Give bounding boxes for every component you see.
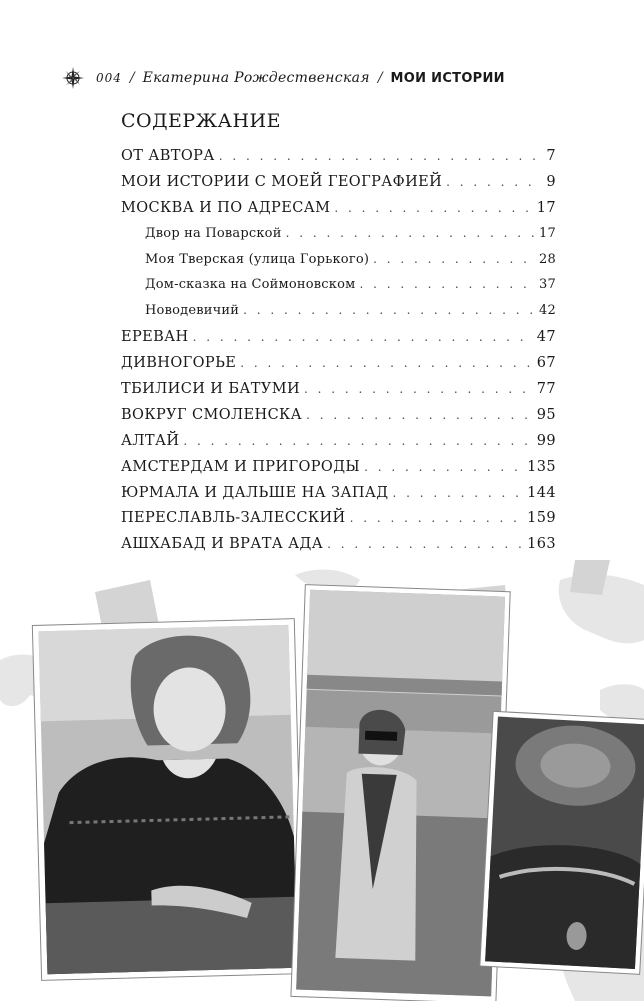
toc-entry	[121, 510, 556, 536]
toc-entry-page: 42	[539, 303, 556, 319]
toc-entry-title: ТБИЛИСИ И БАТУМИ	[121, 381, 300, 398]
toc-leader-dots	[364, 460, 523, 474]
toc-leader-dots	[193, 330, 533, 344]
toc-entry-title: ПЕРЕСЛАВЛЬ-ЗАЛЕССКИЙ	[121, 510, 346, 527]
toc-leader-dots	[334, 201, 532, 215]
toc-entry-page: 159	[527, 510, 556, 527]
compass-rose-icon	[62, 67, 84, 89]
toc-entry-page: 17	[539, 225, 556, 241]
toc-entry-title: ОТ АВТОРА	[121, 148, 215, 164]
photo-author-signing	[32, 619, 303, 981]
toc-entry-page: 67	[536, 355, 556, 372]
toc-leader-dots	[446, 175, 542, 189]
toc-leader-dots	[240, 356, 533, 370]
running-header	[62, 66, 582, 90]
toc-entry-title: ЕРЕВАН	[121, 329, 189, 346]
toc-leader-dots	[183, 434, 532, 448]
toc-entry	[121, 459, 556, 485]
toc-entry-page: 28	[539, 251, 556, 267]
book-title: МОИ ИСТОРИИ	[390, 70, 505, 86]
toc-entry-page: 77	[536, 381, 556, 398]
toc-leader-dots	[350, 511, 524, 525]
toc-entry-title: ВОКРУГ СМОЛЕНСКА	[121, 406, 303, 423]
photo-author-balcony	[291, 585, 510, 1001]
header-separator: /	[377, 70, 383, 86]
toc-entry-title: Новодевичий	[145, 303, 240, 319]
header-separator: /	[129, 70, 135, 86]
toc-entry-title: АМСТЕРДАМ И ПРИГОРОДЫ	[121, 458, 361, 475]
toc-entry-page: 135	[527, 458, 556, 475]
toc-leader-dots	[392, 486, 523, 500]
toc-entry	[121, 148, 556, 174]
toc-leader-dots	[327, 537, 523, 551]
toc-entry-page: 9	[546, 173, 556, 190]
toc-leader-dots	[219, 149, 543, 163]
toc-entry-page: 163	[527, 536, 556, 553]
toc-entry-title: Двор на Поварской	[145, 225, 282, 241]
toc-entry	[121, 407, 556, 433]
toc-entry-title: ДИВНОГОРЬЕ	[121, 355, 237, 372]
toc-entry	[121, 174, 556, 200]
toc-leader-dots	[373, 252, 535, 266]
toc-entry	[121, 200, 556, 226]
toc-leader-dots	[304, 382, 533, 396]
toc-entry	[121, 303, 556, 329]
toc-entry-page: 17	[536, 199, 556, 216]
toc-leader-dots	[243, 303, 535, 317]
toc-entry-title: АЛТАЙ	[121, 432, 180, 449]
toc-entry	[121, 355, 556, 381]
toc-entry-title: АШХАБАД И ВРАТА АДА	[121, 536, 324, 553]
toc-entry-title: ЮРМАЛА И ДАЛЬШЕ НА ЗАПАД	[121, 484, 389, 501]
toc-entry	[121, 381, 556, 407]
toc-entry-page: 37	[539, 277, 556, 293]
toc-entry-page: 95	[536, 406, 556, 423]
toc-leader-dots	[359, 277, 535, 291]
toc-entry-page: 99	[536, 432, 556, 449]
toc-entry	[121, 252, 556, 278]
photo-collage	[0, 560, 644, 1001]
author-name: Екатерина Рождественская	[142, 70, 370, 86]
toc-entry-page: 47	[536, 329, 556, 346]
toc-title: СОДЕРЖАНИЕ	[121, 110, 281, 132]
toc-entry-title: МОИ ИСТОРИИ С МОЕЙ ГЕОГРАФИЕЙ	[121, 173, 443, 190]
toc-leader-dots	[306, 408, 533, 422]
toc-entry-page: 7	[546, 148, 556, 164]
toc-entry	[121, 277, 556, 303]
toc-entry-title: МОСКВА И ПО АДРЕСАМ	[121, 199, 331, 216]
toc-entry	[121, 485, 556, 511]
toc-entry	[121, 433, 556, 459]
toc-entry	[121, 226, 556, 252]
toc-entry-page: 144	[527, 484, 556, 501]
toc-entry-title: Моя Тверская (улица Горького)	[145, 251, 370, 267]
table-of-contents	[121, 148, 556, 562]
toc-entry-title: Дом-сказка на Соймоновском	[145, 277, 356, 293]
toc-leader-dots	[286, 226, 535, 240]
toc-entry	[121, 329, 556, 355]
page-number: 004	[96, 71, 122, 85]
toc-entry	[121, 536, 556, 562]
photo-theater-interior	[480, 711, 644, 974]
